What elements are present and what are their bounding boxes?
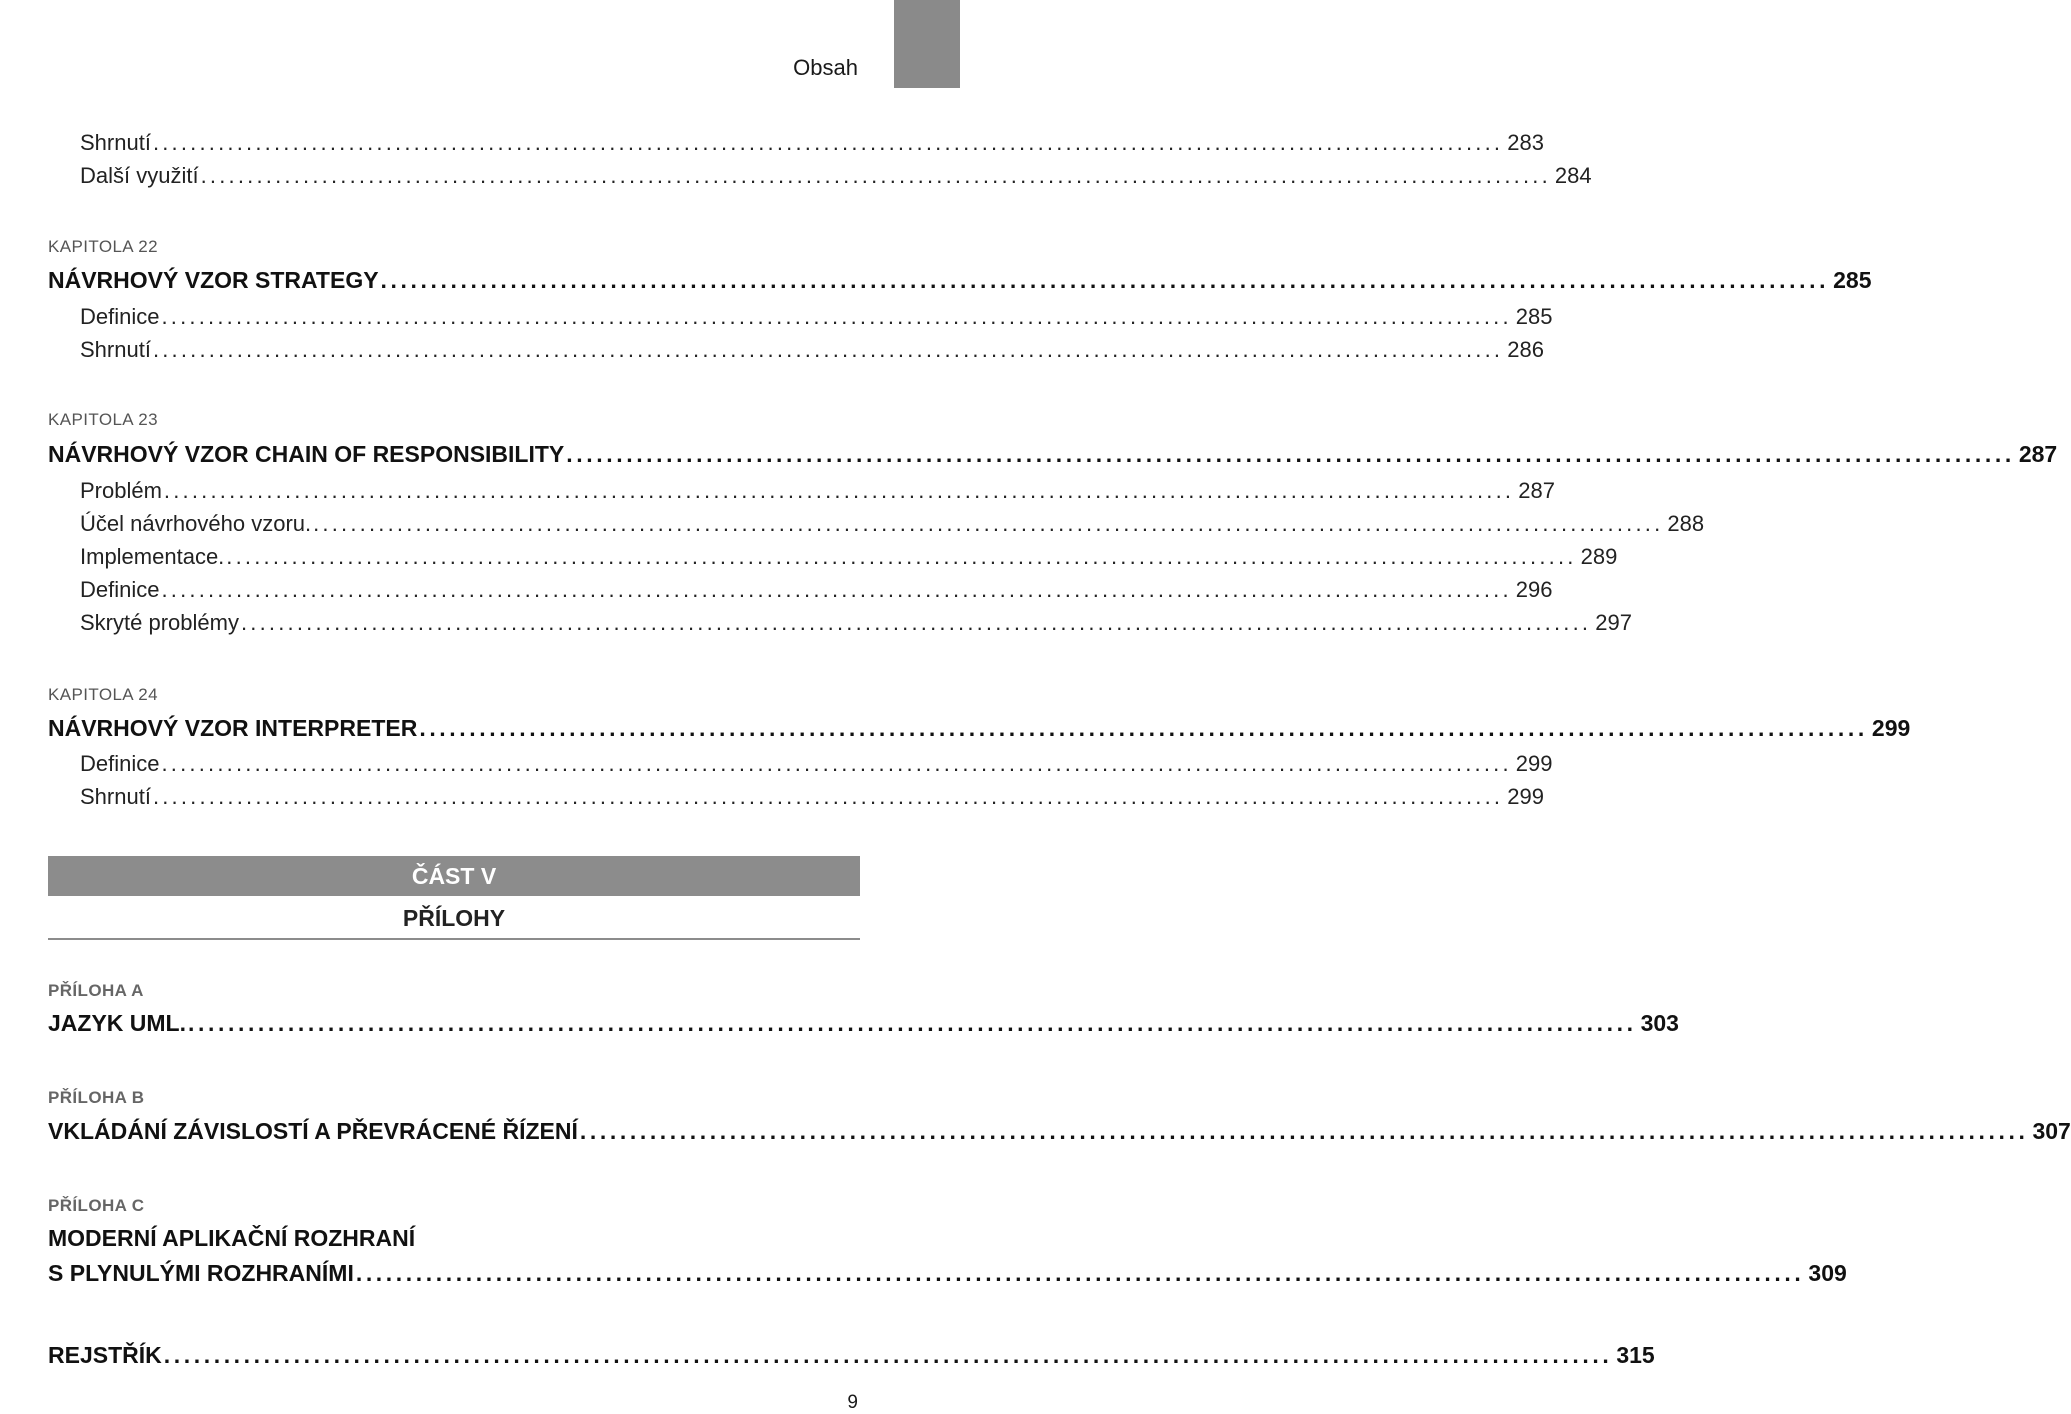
entry-page: 289 <box>1580 544 1618 569</box>
entry-page: 299 <box>1515 751 1553 776</box>
chapter-title: NÁVRHOVÝ VZOR STRATEGY <box>48 267 379 293</box>
chapter-entry[interactable] <box>48 715 1911 742</box>
appendix-caption: PŘÍLOHA C <box>48 1196 145 1215</box>
entry-title: Definice <box>80 751 160 776</box>
index-title: REJSTŘÍK <box>48 1342 162 1368</box>
corner-thumb-tab <box>894 0 960 88</box>
dot-leader: ................................................................................................................................................. <box>355 1260 1805 1286</box>
dot-leader: ................................................................................................................................................. <box>152 784 1504 809</box>
dot-leader: ................................................................................................................................................. <box>200 163 1551 188</box>
entry-page: 296 <box>1515 577 1553 602</box>
dot-leader: ................................................................................................................................................. <box>163 478 1515 503</box>
entry-page: 283 <box>1507 130 1544 155</box>
entry-title: Shrnutí <box>80 784 151 809</box>
dot-leader: ................................................................................................................................................. <box>152 130 1504 155</box>
chapter-page: 287 <box>2018 441 2058 467</box>
entry-page: 284 <box>1554 163 1592 188</box>
chapter-page: 299 <box>1871 715 1911 741</box>
dot-leader: ................................................................................................................................................. <box>226 544 1577 569</box>
entry-page: 297 <box>1595 610 1632 635</box>
appendix-title-line1[interactable]: MODERNÍ APLIKAČNÍ ROZHRANÍ <box>48 1225 416 1251</box>
chapter-caption: KAPITOLA 22 <box>48 237 158 256</box>
entry-title: Problém <box>80 478 162 503</box>
dot-leader: ................................................................................................................................................. <box>579 1118 2029 1144</box>
dot-leader: ................................................................................................................................................. <box>188 1010 1637 1036</box>
toc-entry[interactable] <box>80 337 1544 363</box>
chapter-page: 285 <box>1833 267 1872 293</box>
toc-entry[interactable] <box>80 304 1553 330</box>
toc-entry[interactable] <box>80 478 1555 504</box>
entry-title: Skryté problémy <box>80 610 239 635</box>
appendix-title: JAZYK UML. <box>48 1010 186 1036</box>
appendix-page: 303 <box>1640 1010 1679 1036</box>
entry-title: Účel návrhového vzoru. <box>80 511 312 536</box>
entry-title: Shrnutí <box>80 130 151 155</box>
chapter-title: NÁVRHOVÝ VZOR INTERPRETER <box>48 715 418 741</box>
toc-entry[interactable] <box>80 163 1592 189</box>
toc-entry[interactable] <box>80 511 1705 537</box>
dot-leader: ................................................................................................................................................. <box>163 1342 1613 1368</box>
entry-page: 286 <box>1507 337 1544 362</box>
entry-title: Shrnutí <box>80 337 151 362</box>
toc-entry[interactable] <box>80 130 1544 156</box>
appendix-entry[interactable] <box>48 1010 1679 1037</box>
index-entry[interactable] <box>48 1342 1655 1369</box>
entry-page: 287 <box>1518 478 1555 503</box>
appendix-caption: PŘÍLOHA A <box>48 981 144 1000</box>
chapter-entry[interactable] <box>48 441 2058 468</box>
appendix-entry[interactable] <box>48 1260 1847 1287</box>
dot-leader: ................................................................................................................................................. <box>161 751 1512 776</box>
part-label: ČÁST V <box>411 862 497 889</box>
toc-entry[interactable] <box>80 784 1544 810</box>
toc-entry[interactable] <box>80 544 1618 570</box>
toc-entry[interactable] <box>80 577 1553 603</box>
entry-title: Implementace. <box>80 544 225 569</box>
entry-page: 285 <box>1515 304 1553 329</box>
part-title: PŘÍLOHY <box>48 898 860 940</box>
page-number: 9 <box>847 1392 858 1413</box>
entry-title: Definice <box>80 304 160 329</box>
toc-entry[interactable] <box>80 751 1553 777</box>
entry-title: Další využití <box>80 163 199 188</box>
entry-title: Definice <box>80 577 160 602</box>
toc-entry[interactable] <box>80 610 1632 636</box>
dot-leader: ................................................................................................................................................. <box>566 441 2015 467</box>
dot-leader: ................................................................................................................................................. <box>419 715 1868 741</box>
appendix-entry[interactable] <box>48 1118 2071 1145</box>
chapter-title: NÁVRHOVÝ VZOR CHAIN OF RESPONSIBILITY <box>48 441 565 467</box>
appendix-page: 307 <box>2032 1118 2071 1144</box>
dot-leader: ................................................................................................................................................. <box>152 337 1504 362</box>
dot-leader: ................................................................................................................................................. <box>161 304 1512 329</box>
part-banner <box>48 856 860 896</box>
dot-leader: ................................................................................................................................................. <box>240 610 1592 635</box>
dot-leader: ................................................................................................................................................. <box>313 511 1664 536</box>
chapter-entry[interactable] <box>48 267 1872 294</box>
chapter-caption: KAPITOLA 23 <box>48 410 158 429</box>
dot-leader: ................................................................................................................................................. <box>380 267 1830 293</box>
entry-page: 299 <box>1507 784 1544 809</box>
index-page: 315 <box>1616 1342 1655 1368</box>
dot-leader: ................................................................................................................................................. <box>161 577 1512 602</box>
appendix-caption: PŘÍLOHA B <box>48 1088 145 1107</box>
chapter-caption: KAPITOLA 24 <box>48 685 158 704</box>
entry-page: 288 <box>1667 511 1705 536</box>
appendix-page: 309 <box>1808 1260 1847 1286</box>
appendix-title-line2: S PLYNULÝMI ROZHRANÍMI <box>48 1260 354 1286</box>
running-head: Obsah <box>793 55 858 80</box>
appendix-title: VKLÁDÁNÍ ZÁVISLOSTÍ A PŘEVRÁCENÉ ŘÍZENÍ <box>48 1118 578 1144</box>
